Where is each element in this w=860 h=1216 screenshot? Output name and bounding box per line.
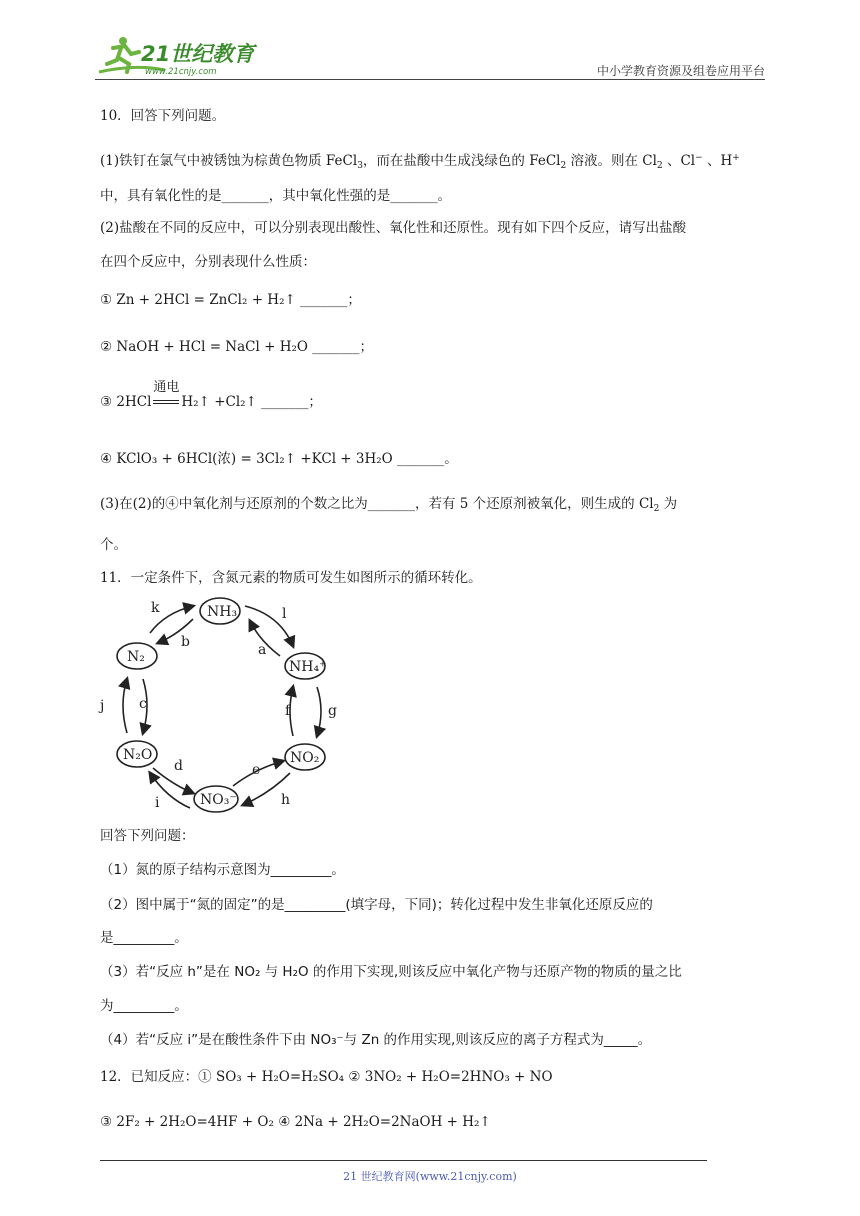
q12-line2: ③ 2F₂ + 2H₂O=4HF + O₂ ④ 2Na + 2H₂O=2NaOH + H₂↑ [100, 1114, 491, 1130]
edge-label-f: f [285, 703, 291, 719]
node-label-n2o: N₂O [123, 747, 153, 763]
node-label-nh3: NH₃ [207, 604, 238, 620]
q11-sub2-line2: 是_________。 [100, 930, 188, 946]
q10-reaction-1: ① Zn + 2HCl = ZnCl₂ + H₂↑ _______； [100, 292, 361, 308]
footer-text: 21 世纪教育网(www.21cnjy.com) [343, 1170, 517, 1183]
node-label-no3: NO₃⁻ [200, 792, 237, 808]
q11-sub3-line1: （3）若“反应 h”是在 NO₂ 与 H₂O 的作用下实现,则该反应中氧化产物与还原产物的物质的量之比 [100, 964, 682, 980]
edge-label-d: d [174, 758, 183, 774]
q11-sub2-line1: （2）图中属于“氮的固定”的是_________(填字母，下同)；转化过程中发生非氧化还原反应的 [100, 897, 653, 913]
logo-title: 21世纪教育 [141, 42, 255, 66]
q10-reaction-2: ② NaOH + HCl = NaCl + H₂O _______； [100, 339, 373, 355]
edge-label-a: a [258, 642, 267, 658]
node-label-n2: N₂ [127, 649, 145, 665]
arrow-d [153, 768, 193, 793]
edge-label-e: e [252, 762, 261, 778]
q10-title: 10．回答下列问题。 [100, 108, 226, 124]
edge-label-c: c [139, 696, 147, 712]
arrow-g [317, 687, 321, 736]
logo [95, 34, 265, 78]
node-label-no2: NO₂ [290, 750, 320, 766]
q11-sub4: （4）若“反应 i”是在酸性条件下由 NO₃⁻与 Zn 的作用实现,则该反应的离子方程式为_____。 [100, 1032, 652, 1048]
edge-label-l: l [282, 606, 287, 622]
q10-reaction-3: ③ 2HCl 通电 H₂↑ +Cl₂↑ _______； [100, 380, 322, 410]
electrolysis-condition: 通电 [151, 392, 181, 412]
header-divider [95, 79, 765, 80]
edge-label-j: j [100, 698, 105, 714]
q10-part2-line1: (2)盐酸在不同的反应中，可以分别表现出酸性、氧化性和还原性。现有如下四个反应，请写出盐酸 [100, 220, 687, 236]
nitrogen-cycle-diagram [95, 593, 365, 815]
q10-part1-line2: 中，具有氧化性的是_______，其中氧化性强的是_______。 [100, 188, 451, 204]
arrow-j [123, 679, 127, 733]
edge-label-i: i [155, 795, 160, 811]
q12-line1: 12．已知反应：① SO₃ + H₂O=H₂SO₄ ② 3NO₂ + H₂O=2HNO₃ + NO [100, 1069, 553, 1085]
q11-prompt: 回答下列问题： [100, 828, 195, 844]
q11-title: 11．一定条件下，含氮元素的物质可发生如图所示的循环转化。 [100, 570, 482, 586]
q10-part3-line1: (3)在(2)的④中氧化剂与还原剂的个数之比为_______，若有 5 个还原剂被氧化，则生成的 $Cl_2$ 为 [100, 496, 678, 514]
edge-label-h: h [281, 792, 291, 808]
edge-label-g: g [328, 703, 337, 719]
q10-part1-line1: (1)铁钉在氯气中被锈蚀为棕黄色物质 FeCl$_3$，而在盐酸中生成浅绿色的 FeCl$_2$ 溶液。则在 $Cl_2$ 、Cl− 、H+ [100, 153, 740, 171]
arrow-f [290, 687, 293, 736]
node-label-nh4: NH₄⁺ [289, 659, 327, 675]
edge-label-b: b [181, 634, 190, 650]
footer-divider [100, 1160, 707, 1161]
edge-label-k: k [151, 600, 160, 616]
q10-part3-line2: 个。 [100, 537, 127, 553]
q11-sub1: （1）氮的原子结构示意图为_________。 [100, 862, 345, 878]
q10-part2-line2: 在四个反应中，分别表现什么性质： [100, 254, 316, 270]
q10-reaction-4: ④ KClO₃ + 6HCl(浓) = 3Cl₂↑ +KCl + 3H₂O _______。 [100, 451, 458, 467]
page-header [95, 30, 765, 80]
q11-sub3-line2: 为_________。 [100, 998, 188, 1014]
logo-url: www.21cnjy.com [145, 67, 217, 77]
header-platform-text: 中小学教育资源及组卷应用平台 [596, 64, 765, 78]
